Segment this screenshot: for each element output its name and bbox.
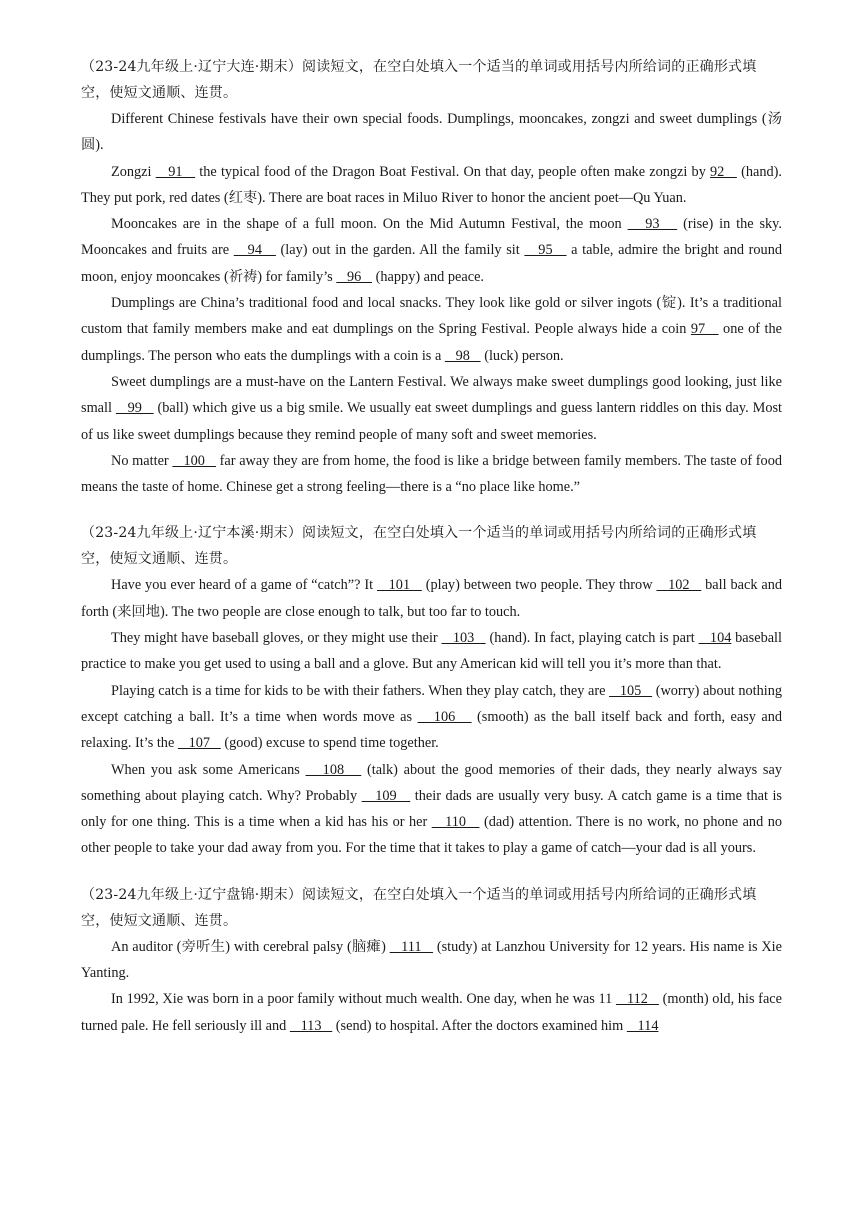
passage-text: (smooth) as the ball itself back and forth, easy and relaxing. It’s the [81,708,782,752]
passage-text: (luck) person. [480,347,564,364]
passage-paragraph [81,159,782,212]
answer-blank: 93 [627,216,678,233]
answer-blank: 99 [115,400,154,417]
passage-paragraph [81,934,782,987]
answer-blank: 104 [698,630,732,647]
answer-blank: 100 [172,452,216,469]
answer-blank: 109 [361,787,411,804]
passage-text: (ball) which give us a big smile. We usually eat sweet dumplings and guess lantern riddles on this day. Most of us like sweet dumplings because they remind people of many soft and sweet memories. [81,400,782,443]
answer-blank: 96 [336,268,373,285]
exercise-section [81,520,782,861]
answer-blank: 110 [431,814,480,831]
answer-blank: 94 [233,242,276,259]
passage-text: baseball practice to make you get used to using a ball and a glove. But any American kid will tell you it’s more than that. [81,630,783,673]
answer-blank: 98 [444,347,481,364]
passage-text: far away they are from home, the food is like a bridge between family members. The taste of food means the taste of home. Chinese get a strong feeling—there is a “no place like home.” [81,452,782,496]
passage-text: In 1992, Xie was born in a poor family without much wealth. One day, when he was 11 [111,991,616,1008]
passage-text: the typical food of the Dragon Boat Festival. On that day, people often make zongzi by [195,163,711,180]
passage-text: (send) to hospital. After the doctors examined him [332,1017,627,1034]
passage-text: They might have baseball gloves, or they might use their [111,630,442,647]
passage-text: (rise) in the sky. Mooncakes and fruits are [81,216,782,259]
passage-text: An auditor (旁听生) with cerebral palsy (脑瘫) [111,938,390,955]
passage-text: Playing catch is a time for kids to be with their fathers. When they play catch, they are [111,682,610,699]
answer-blank: 101 [376,577,422,594]
exercise-section [81,54,782,500]
passage-text: Sweet dumplings are a must-have on the Lantern Festival. We always make sweet dumplings good looking, just like small [81,373,782,417]
passage-text: Dumplings are China’s traditional food and local snacks. They look like gold or silver ingots (锭). It’s a traditional custom that family members make and eat dumplings on the Spring Festival. People always hide a coin [81,295,782,338]
passage-paragraph [81,290,782,369]
answer-blank: 106 [417,708,472,725]
answer-blank: 95 [524,242,567,259]
passage-text: (worry) about nothing except catching a ball. It’s a time when words move as [81,682,783,725]
answer-blank: 102 [656,577,702,594]
passage-text: When you ask some Americans [111,761,306,778]
passage-text: Different Chinese festivals have their own special foods. Dumplings, mooncakes, zongzi and sweet dumplings (汤圆). [81,111,782,154]
passage-paragraph [81,757,782,862]
passage-text: No matter [111,452,173,469]
passage-text: (month) old, his face turned pale. He fell seriously ill and [81,991,782,1034]
passage-paragraph [81,986,782,1039]
answer-blank: 105 [609,682,653,699]
exercise-section [81,882,782,1039]
passage-text: Have you ever heard of a game of “catch”? It [111,577,377,594]
answer-blank: 113 [289,1017,333,1034]
answer-blank: 91 [155,163,196,180]
passage-paragraph [81,106,782,159]
passage-text: ball back and forth (来回地). The two people are close enough to talk, but too far to touch. [81,577,783,620]
passage-paragraph [81,448,782,501]
passage-text: their dads are usually very busy. A catch game is a time that is only for one thing. This is a time when a kid has his or her [81,787,782,831]
answer-blank: 103 [441,630,486,647]
passage-text: (hand). In fact, playing catch is part [485,630,699,647]
passage-paragraph [81,625,782,678]
passage-text: Zongzi [111,163,156,180]
passage-text: (study) at Lanzhou University for 12 years. His name is Xie Yanting. [81,938,783,982]
passage-text: Mooncakes are in the shape of a full moon. On the Mid Autumn Festival, the moon [111,216,628,233]
passage-text: (good) excuse to spend time together. [220,735,439,752]
passage-text: a table, admire the bright and round moon, enjoy mooncakes (祈祷) for family’s [81,242,783,285]
passage-paragraph [81,369,782,448]
answer-blank: 92 [710,163,737,180]
exercise-instruction: （23-24九年级上·辽宁本溪·期末）阅读短文，在空白处填入一个适当的单词或用括号内所给词的正确形式填空，使短文通顺、连贯。 [81,525,757,568]
exercise-instruction: （23-24九年级上·辽宁大连·期末）阅读短文，在空白处填入一个适当的单词或用括号内所给词的正确形式填空，使短文通顺、连贯。 [81,59,757,101]
passage-text: (lay) out in the garden. All the family sit [275,242,525,259]
passage-text: (talk) about the good memories of their dads, they nearly always say something about playing catch. Why? Probably [81,761,782,804]
answer-blank: 114 [626,1017,659,1034]
answer-blank: 107 [177,735,221,752]
passage-paragraph [81,678,782,757]
answer-blank: 97 [690,321,719,338]
passage-paragraph [81,572,782,625]
passage-text: (play) between two people. They throw [421,577,657,594]
answer-blank: 112 [615,991,659,1008]
passage-text: (dad) attention. There is no work, no phone and no other people to take your dad away from you. For the time that it takes to play a game of catch—your dad is all yours. [81,814,782,857]
passage-text: (happy) and peace. [372,268,484,285]
passage-paragraph [81,211,782,290]
exercise-instruction: （23-24九年级上·辽宁盘锦·期末）阅读短文，在空白处填入一个适当的单词或用括号内所给词的正确形式填空，使短文通顺、连贯。 [81,886,757,929]
answer-blank: 108 [305,761,362,778]
answer-blank: 111 [389,938,434,955]
passage-text: one of the dumplings. The person who eats the dumplings with a coin is a [81,321,782,364]
passage-text: (hand). They put pork, red dates (红枣). There are boat races in Miluo River to honor the ancient poet—Qu Yuan. [81,163,782,206]
document-body [81,54,782,1059]
